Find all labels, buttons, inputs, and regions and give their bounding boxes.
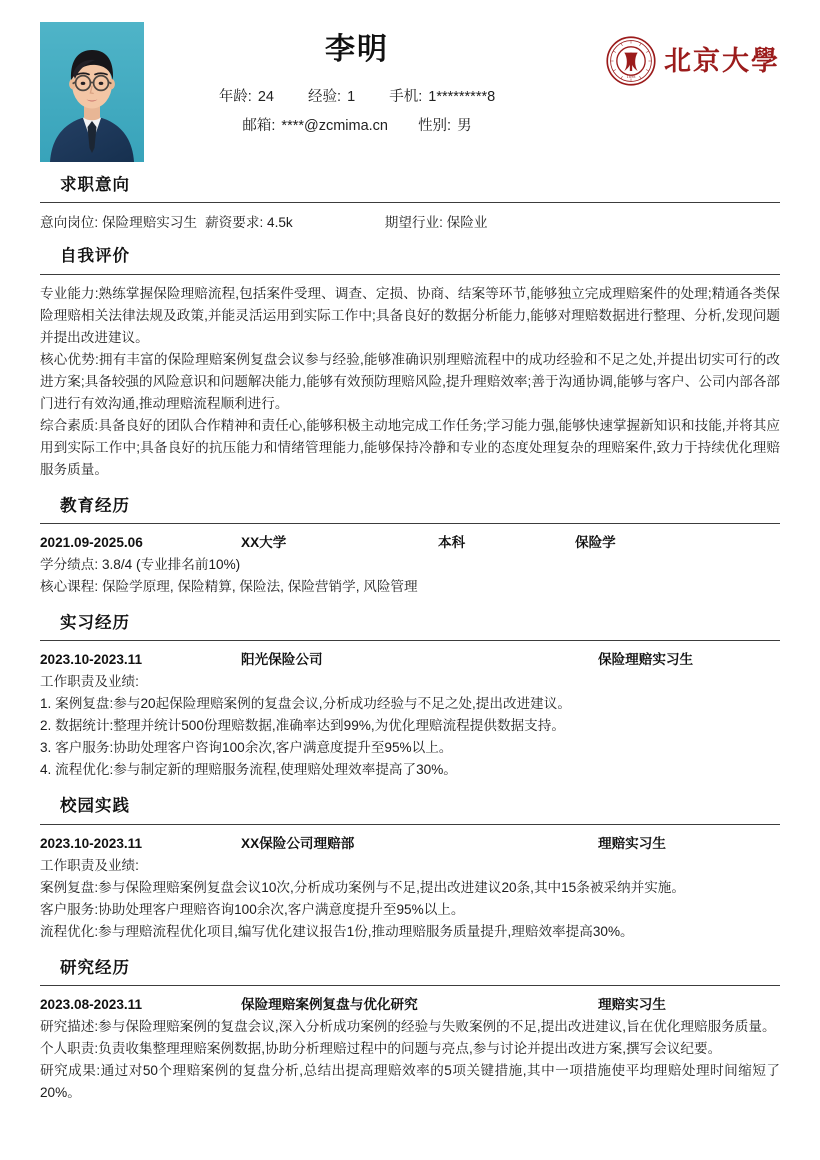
experience-field: 经验: 1 xyxy=(308,89,356,105)
intended-position: 意向岗位: 保险理赔实习生 xyxy=(40,215,198,231)
campus-entry-header xyxy=(40,833,780,854)
self-eval-paragraph: 综合素质:具备良好的团队合作精神和责任心,能够积极主动地完成工作任务;学习能力强,能够快速掌握新知识和技能,并将其应用到实际工作中;具备良好的抗压能力和情绪管理能力,能够保持冷静和专业的态度处理复杂的理赔案件,致力于持续优化理赔服务质量。 xyxy=(40,417,780,477)
campus-role: 理赔实习生 xyxy=(598,835,666,851)
section-title-self-evaluation: 自我评价 xyxy=(60,247,130,266)
section-title-campus-practice: 校园实践 xyxy=(60,797,130,816)
internship-role: 保险理赔实习生 xyxy=(598,652,694,668)
education-gpa: 学分绩点: 3.8/4 (专业排名前10%) xyxy=(40,557,241,572)
job-intention-row xyxy=(40,211,780,231)
campus-duty-item: 案例复盘:参与保险理赔案例复盘会议10次,分析成功案例与不足,提出改进建议20条,其中15条被采纳并实施。 xyxy=(40,879,685,895)
section-title-research: 研究经历 xyxy=(60,958,130,977)
self-evaluation-body xyxy=(40,283,780,481)
candidate-name: 李明 xyxy=(325,33,389,66)
research-item: 研究描述:参与保险理赔案例的复盘会议,深入分析成功案例的经验与失败案例的不足,提出改进建议,旨在优化理赔服务质量。 xyxy=(40,1019,776,1035)
phone-field: 手机: 1*********8 xyxy=(389,89,496,105)
campus-date: 2023.10-2023.11 xyxy=(40,835,143,851)
education-courses: 核心课程: 保险学原理, 保险精算, 保险法, 保险营销学, 风险管理 xyxy=(40,579,418,595)
internship-duty-item: 1. 案例复盘:参与20起保险理赔案例的复盘会议,分析成功经验与不足之处,提出改进建议。 xyxy=(40,696,571,712)
research-role: 理赔实习生 xyxy=(598,997,666,1013)
campus-duties-label: 工作职责及业绩: xyxy=(40,857,139,873)
gender-field: 性别: 男 xyxy=(418,117,472,134)
section-divider xyxy=(40,274,780,275)
research-entry-header xyxy=(40,994,780,1015)
section-job-intention xyxy=(40,174,780,231)
education-entry-header xyxy=(40,532,780,553)
header-identity xyxy=(144,22,590,138)
contact-line-2 xyxy=(144,116,570,138)
self-eval-paragraph: 专业能力:熟练掌握保险理赔流程,包括案件受理、调查、定损、协商、结案等环节,能够独立完成理赔案件的处理;精通各类保险理赔相关法律法规及政策,并能灵活运用到实际工作中;具备良好的数据分析能力,能够对理赔数据进行整理、分析,发现问题并提出改进建议。 xyxy=(40,285,780,345)
expected-industry: 期望行业: 保险业 xyxy=(384,215,488,231)
section-internship xyxy=(40,612,780,781)
section-title-education: 教育经历 xyxy=(60,496,130,515)
salary-expectation: 薪资要求: 4.5k xyxy=(205,215,293,231)
section-divider xyxy=(40,985,780,986)
email-field: 邮箱: ****@zcmima.cn xyxy=(242,117,388,134)
research-date: 2023.08-2023.11 xyxy=(40,997,143,1013)
education-degree: 本科 xyxy=(438,534,466,550)
resume-header xyxy=(40,0,780,160)
age-field: 年龄: 24 xyxy=(218,89,274,105)
section-title-job-intention: 求职意向 xyxy=(60,176,130,194)
section-divider xyxy=(40,824,780,825)
internship-entry-header xyxy=(40,649,780,670)
campus-duty-item: 客户服务:协助处理客户理赔咨询100余次,客户满意度提升至95%以上。 xyxy=(40,901,465,917)
research-project: 保险理赔案例复盘与优化研究 xyxy=(241,997,418,1013)
education-date: 2021.09-2025.06 xyxy=(40,534,143,550)
internship-duty-item: 3. 客户服务:协助处理客户咨询100余次,客户满意度提升至95%以上。 xyxy=(40,740,453,756)
contact-line-1 xyxy=(144,87,570,109)
campus-company: XX保险公司理赔部 xyxy=(241,835,355,851)
internship-company: 阳光保险公司 xyxy=(241,652,323,668)
university-seal-icon xyxy=(606,36,656,86)
section-divider xyxy=(40,202,780,203)
school-logo xyxy=(590,22,780,86)
self-eval-paragraph: 核心优势:拥有丰富的保险理赔案例复盘会议参与经验,能够准确识别理赔流程中的成功经验和不足之处,并提出切实可行的改进方案;具备较强的风险意识和问题解决能力,能够有效预防理赔风险,提升理赔效率;善于沟通协调,能够与客户、公司内部各部门进行有效沟通,推动理赔流程顺利进行。 xyxy=(40,351,780,411)
education-major: 保险学 xyxy=(575,534,616,550)
section-divider xyxy=(40,523,780,524)
internship-duty-item: 4. 流程优化:参与制定新的理赔服务流程,使理赔处理效率提高了30%。 xyxy=(40,762,457,778)
section-self-evaluation xyxy=(40,245,780,480)
internship-date: 2023.10-2023.11 xyxy=(40,652,143,668)
internship-duty-item: 2. 数据统计:整理并统计500份理赔数据,准确率达到99%,为优化理赔流程提供数据支持。 xyxy=(40,718,565,734)
education-school: XX大学 xyxy=(241,534,287,550)
research-body xyxy=(40,1016,780,1104)
research-item: 个人职责:负责收集整理理赔案例数据,协助分析理赔过程中的问题与亮点,参与讨论并提出改进方案,撰写会议纪要。 xyxy=(40,1041,722,1057)
section-divider xyxy=(40,640,780,641)
section-education xyxy=(40,495,780,598)
section-title-internship: 实习经历 xyxy=(60,614,130,633)
candidate-photo xyxy=(40,22,144,162)
svg-text:1898: 1898 xyxy=(626,75,636,80)
campus-duty-item: 流程优化:参与理赔流程优化项目,编写优化建议报告1份,推动理赔服务质量提升,理赔效率提高30%。 xyxy=(40,923,634,939)
school-name: 北京大學 xyxy=(664,45,780,77)
internship-duties-label: 工作职责及业绩: xyxy=(40,674,139,690)
research-item: 研究成果:通过对50个理赔案例的复盘分析,总结出提高理赔效率的5项关键措施,其中一项措施使平均理赔处理时间缩短了20%。 xyxy=(40,1063,780,1101)
section-campus-practice xyxy=(40,795,780,942)
section-research xyxy=(40,957,780,1104)
